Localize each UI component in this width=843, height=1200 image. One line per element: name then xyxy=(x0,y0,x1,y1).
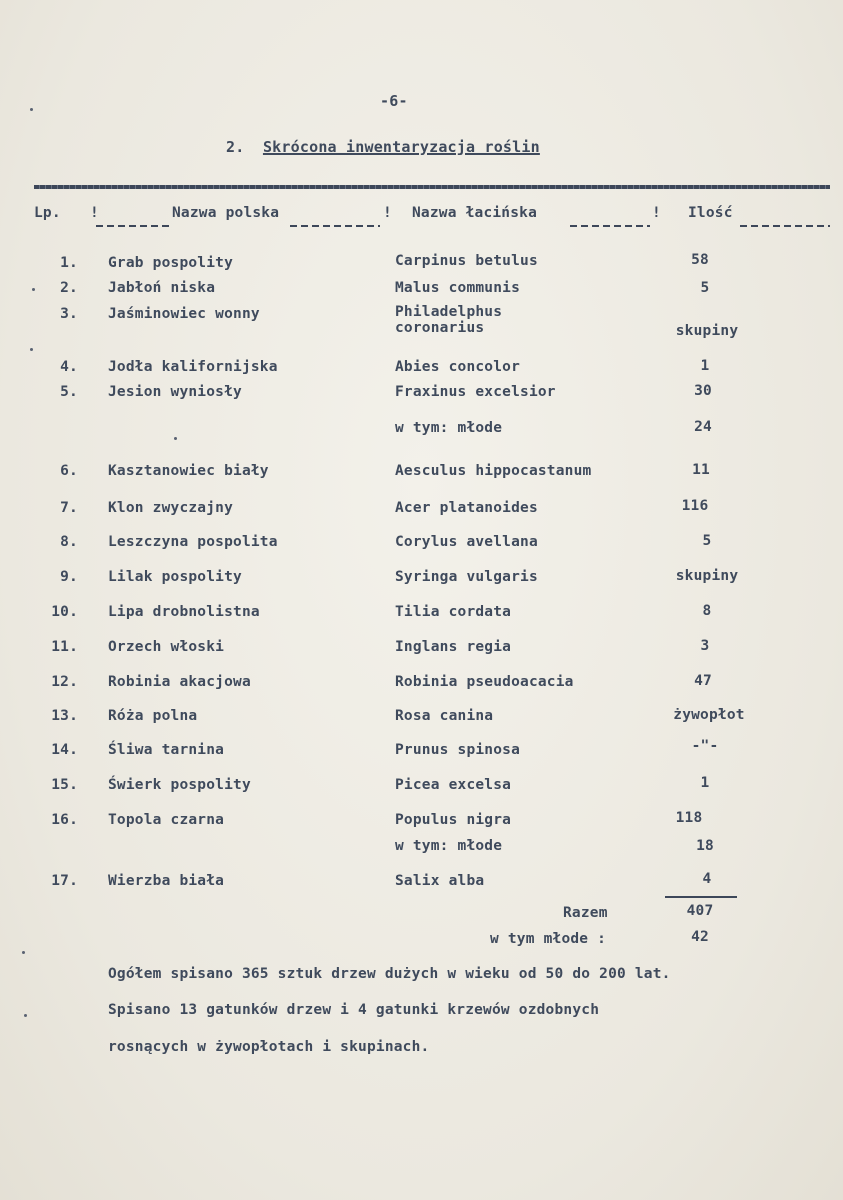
row-quantity: 8 xyxy=(702,603,712,619)
row-polish-name: Róża polna xyxy=(108,708,198,724)
row-polish-name: Jesion wyniosły xyxy=(108,384,242,400)
total-value: 407 xyxy=(686,903,714,919)
row-lp: 1. xyxy=(60,255,78,271)
header-lp: Lp. xyxy=(34,205,61,221)
row-latin-name: Syringa vulgaris xyxy=(395,569,538,585)
row-polish-name: Leszczyna pospolita xyxy=(108,534,278,550)
header-separator-2: ! xyxy=(383,205,392,221)
header-dash xyxy=(96,225,170,227)
row-latin-name: Aesculus hippocastanum xyxy=(395,463,592,479)
sum-rule xyxy=(665,896,737,898)
row-quantity: 3 xyxy=(700,638,710,654)
row-latin-name: Prunus spinosa xyxy=(395,742,521,758)
row-latin-name: Picea excelsa xyxy=(395,777,512,793)
row-latin-name: Populus nigra xyxy=(395,812,512,828)
row-polish-name: Lipa drobnolistna xyxy=(108,604,260,620)
header-dash xyxy=(290,225,380,227)
speck xyxy=(174,437,177,440)
row-sub-label: w tym: młode xyxy=(395,420,503,436)
header-latin-name: Nazwa łacińska xyxy=(412,205,538,221)
total-label: Razem xyxy=(563,905,608,921)
header-separator-1: ! xyxy=(90,205,99,221)
header-dash xyxy=(740,225,830,227)
row-latin-name: Fraxinus excelsior xyxy=(395,384,556,400)
row-latin-name: Acer platanoides xyxy=(395,500,538,516)
row-polish-name: Orzech włoski xyxy=(108,639,225,655)
row-lp: 8. xyxy=(60,534,78,550)
row-latin-name: Malus communis xyxy=(395,280,521,296)
row-polish-name: Robinia akacjowa xyxy=(108,674,251,690)
table-top-rule xyxy=(34,185,830,189)
row-quantity: skupiny xyxy=(675,323,739,339)
row-polish-name: Topola czarna xyxy=(108,812,225,828)
row-lp: 14. xyxy=(51,742,78,758)
row-polish-name: Śliwa tarnina xyxy=(108,742,225,758)
row-quantity: 47 xyxy=(694,673,712,689)
row-quantity: 30 xyxy=(694,383,712,399)
speck xyxy=(24,1014,27,1017)
row-quantity: 4 xyxy=(702,871,712,887)
row-lp: 15. xyxy=(51,777,78,793)
header-quantity: Ilość xyxy=(688,205,733,221)
speck xyxy=(30,348,33,351)
row-quantity: 1 xyxy=(700,358,710,374)
row-polish-name: Jabłoń niska xyxy=(108,280,216,296)
row-lp: 3. xyxy=(60,306,78,322)
row-polish-name: Jodła kalifornijska xyxy=(108,359,278,375)
header-polish-name: Nazwa polska xyxy=(172,205,280,221)
summary-line-2: Spisano 13 gatunków drzew i 4 gatunki krzewów ozdobnych xyxy=(108,1002,600,1018)
row-latin-name-continued: coronarius xyxy=(395,320,485,336)
speck xyxy=(32,288,35,291)
speck xyxy=(30,108,33,111)
row-lp: 11. xyxy=(51,639,78,655)
header-separator-3: ! xyxy=(652,205,661,221)
section-number: 2. xyxy=(226,138,245,156)
summary-line-1: Ogółem spisano 365 sztuk drzew dużych w wieku od 50 do 200 lat. xyxy=(108,966,671,982)
row-sub-label: w tym: młode xyxy=(395,838,503,854)
row-quantity: 18 xyxy=(696,838,714,854)
row-latin-name: Robinia pseudoacacia xyxy=(395,674,574,690)
row-quantity: 118 xyxy=(675,810,703,826)
row-quantity: 1 xyxy=(700,775,710,791)
row-latin-name: Inglans regia xyxy=(395,639,512,655)
section-title-text: Skrócona inwentaryzacja roślin xyxy=(262,138,540,156)
section-title xyxy=(226,138,540,156)
row-latin-name: Rosa canina xyxy=(395,708,494,724)
row-latin-name: Tilia cordata xyxy=(395,604,512,620)
row-quantity: -"- xyxy=(691,738,719,754)
header-dash xyxy=(570,225,650,227)
row-polish-name: Jaśminowiec wonny xyxy=(108,306,260,322)
speck xyxy=(22,951,25,954)
row-lp: 6. xyxy=(60,463,78,479)
row-quantity: 11 xyxy=(692,462,710,478)
row-lp: 13. xyxy=(51,708,78,724)
summary-line-3: rosnących w żywopłotach i skupinach. xyxy=(108,1039,430,1055)
row-lp: 2. xyxy=(60,280,78,296)
page-number: -6- xyxy=(380,92,408,110)
row-quantity: 5 xyxy=(702,533,712,549)
row-lp: 10. xyxy=(51,604,78,620)
row-latin-name: Carpinus betulus xyxy=(395,253,538,269)
row-quantity: 24 xyxy=(694,419,712,435)
row-polish-name: Lilak pospolity xyxy=(108,569,242,585)
row-polish-name: Wierzba biała xyxy=(108,873,225,889)
row-polish-name: Kasztanowiec biały xyxy=(108,463,269,479)
row-quantity: żywopłot xyxy=(673,707,745,723)
row-polish-name: Klon zwyczajny xyxy=(108,500,234,516)
row-lp: 7. xyxy=(60,500,78,516)
row-quantity: skupiny xyxy=(675,568,739,584)
row-lp: 5. xyxy=(60,384,78,400)
row-latin-name: Salix alba xyxy=(395,873,485,889)
row-lp: 16. xyxy=(51,812,78,828)
row-lp: 17. xyxy=(51,873,78,889)
row-polish-name: Grab pospolity xyxy=(108,255,234,271)
row-lp: 9. xyxy=(60,569,78,585)
row-latin-name: Philadelphus xyxy=(395,304,503,320)
row-quantity: 116 xyxy=(681,498,709,514)
row-lp: 4. xyxy=(60,359,78,375)
row-lp: 12. xyxy=(51,674,78,690)
row-polish-name: Świerk pospolity xyxy=(108,777,251,793)
young-total-label: w tym młode : xyxy=(490,931,607,947)
row-quantity: 5 xyxy=(700,280,710,296)
row-latin-name: Corylus avellana xyxy=(395,534,538,550)
row-quantity: 58 xyxy=(691,252,709,268)
row-latin-name: Abies concolor xyxy=(395,359,521,375)
young-total-value: 42 xyxy=(691,929,709,945)
